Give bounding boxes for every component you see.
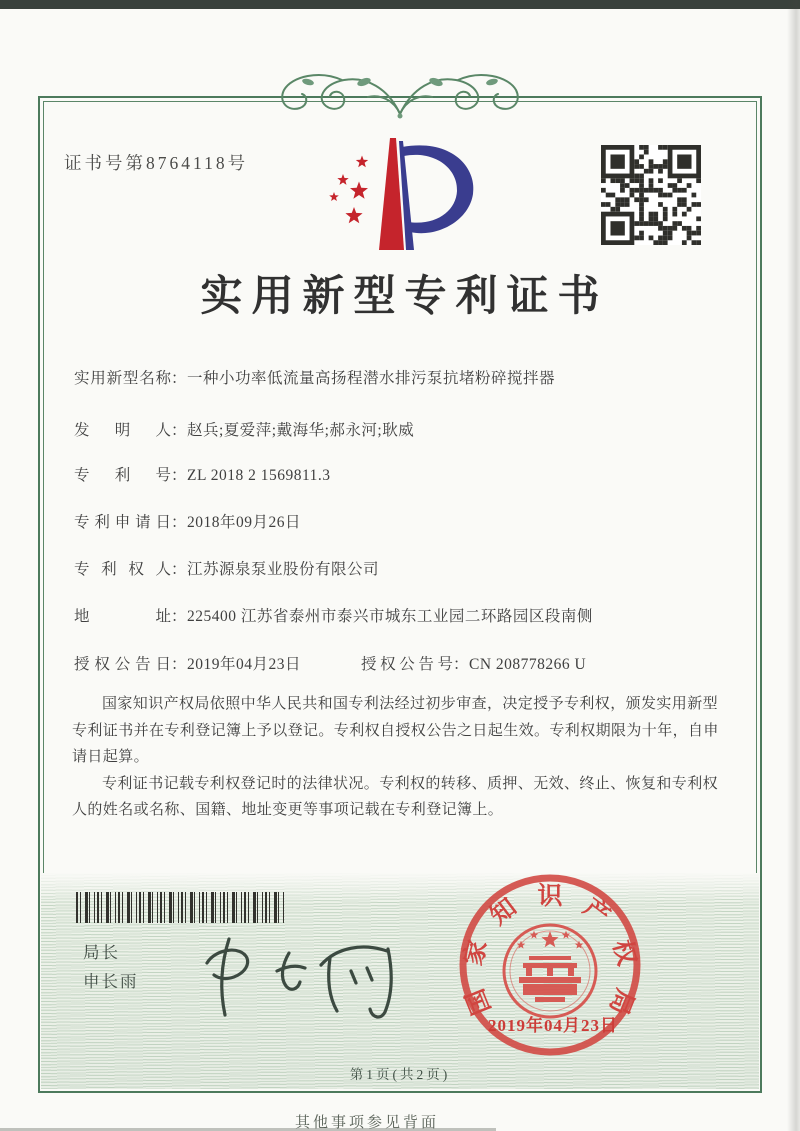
field-colon: ： [171, 422, 187, 439]
field-row-address [74, 606, 734, 628]
field-value: 江苏源泉泵业股份有限公司 [187, 561, 380, 578]
field-row-filing-date [74, 512, 734, 534]
field-colon: ： [171, 514, 187, 531]
officer-title: 局长 [83, 943, 120, 962]
field-value: 2018年09月26日 [187, 514, 302, 531]
svg-text:国: 国 [461, 984, 497, 1019]
guilloche-footer-section [41, 873, 759, 1089]
field-colon: ： [453, 656, 469, 673]
field-value: 一种小功率低流量高扬程潜水排污泵抗堵粉碎搅拌器 [187, 370, 556, 387]
field-value: 225400 江苏省泰州市泰兴市城东工业园二环路园区段南侧 [187, 608, 593, 625]
field-row-inventors [74, 420, 734, 442]
seal-date: 2019年04月23日 [488, 1016, 618, 1035]
top-ornament-icon [268, 70, 532, 120]
field-label: 专利权人 [74, 561, 171, 578]
cnipa-logo-icon [306, 134, 478, 254]
scan-edge-shadow [787, 0, 800, 1131]
legal-paragraph-1: 国家知识产权局依照中华人民共和国专利法经过初步审查，决定授予专利权，颁发实用新型专利证书并在专利登记簿上予以登记。专利权自授权公告之日起生效。专利权期限为十年，自申请日起算。 [72, 696, 719, 765]
certificate-title: 实用新型专利证书 [200, 274, 609, 320]
field-row-utility-model-name [74, 368, 734, 390]
svg-text:产: 产 [578, 893, 615, 931]
field-row-grant [74, 654, 734, 676]
field-colon: ： [171, 467, 187, 484]
field-colon: ： [171, 370, 187, 387]
field-label: 授权公告号 [361, 656, 454, 673]
field-label: 授权公告日 [74, 656, 171, 673]
barcode [76, 892, 284, 923]
field-row-patent-number [74, 465, 734, 487]
certificate-number: 证书号第8764118号 [64, 153, 249, 173]
officer-block [83, 945, 139, 1002]
national-emblem-icon [504, 925, 596, 1017]
signature-handwriting-icon [191, 931, 411, 1021]
field-label: 实用新型名称 [74, 370, 171, 387]
field-row-patentee [74, 559, 734, 581]
svg-text:知: 知 [485, 893, 522, 931]
field-grant-date [74, 654, 301, 676]
field-label: 发明人 [74, 422, 171, 439]
field-grant-number [361, 654, 586, 676]
scan-edge-band [0, 0, 800, 9]
field-label: 地址 [74, 608, 171, 625]
field-value: 赵兵;夏爱萍;戴海华;郝永河;耿威 [187, 422, 415, 439]
svg-text:家: 家 [459, 937, 493, 969]
field-label: 专利号 [74, 467, 171, 484]
officer-name: 申长雨 [83, 971, 139, 991]
field-value: 2019年04月23日 [187, 656, 302, 673]
svg-text:权: 权 [607, 937, 641, 969]
qr-code [601, 145, 701, 245]
legal-text [72, 691, 730, 824]
svg-text:识: 识 [537, 883, 563, 910]
field-colon: ： [171, 656, 187, 673]
legal-paragraph-2: 专利证书记载专利权登记时的法律状况。专利权的转移、质押、无效、终止、恢复和专利权人的姓名或名称、国籍、地址变更等事项记载在专利登记簿上。 [72, 775, 719, 818]
field-label: 专利申请日 [74, 514, 171, 531]
field-colon: ： [171, 561, 187, 578]
back-side-note: 其他事项参见背面 [294, 1115, 439, 1131]
field-value: CN 208778266 U [469, 656, 587, 673]
page-number: 第1页(共2页) [349, 1067, 451, 1082]
field-value: ZL 2018 2 1569811.3 [187, 467, 331, 484]
svg-text:局: 局 [603, 984, 639, 1019]
field-colon: ： [171, 608, 187, 625]
